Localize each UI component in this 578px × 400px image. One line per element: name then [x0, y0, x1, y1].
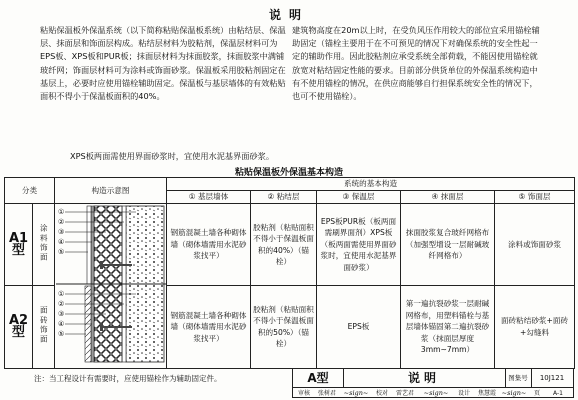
- xps-note: XPS板两面需使用界面砂浆时，宜使用水泥基界面砂浆。: [70, 151, 275, 161]
- atlas-number-value: 10J121: [539, 374, 565, 382]
- diagram-label-2: ②: [57, 218, 64, 226]
- diagram-label-1b: ①: [57, 290, 64, 298]
- intro-left-paragraph: 粘贴保温板外保温系统（以下简称粘贴保温板系统）由粘结层、保温层、抹面层和饰面层构成。粘结层材料为胶粘剂，保温层材料可为EPS板、XPS板和PUR板；抹面层材料为抹面胶浆，抹面胶浆中满铺玻纤网；饰面层材料可为涂料或饰面砂浆。保温板采用胶粘剂固定在基层上，必要时应使用锚栓辅助固定。保温板与基层墙体的有效粘贴面积不得小于保温板面积的40%。: [40, 25, 286, 102]
- col-head-base: ① 基层墙体: [167, 191, 251, 204]
- page-label: 页: [533, 390, 540, 397]
- col-head-facing: ⑤ 饰面层: [495, 191, 575, 204]
- col-head-insulation: ③ 保温层: [317, 191, 401, 204]
- table-title: 粘贴保温板外保温基本构造: [234, 168, 343, 178]
- construction-diagram: [55, 204, 167, 369]
- construction-table: [4, 177, 575, 369]
- row-finish-a1: 涂料饰面: [39, 223, 49, 263]
- a1-insulation: EPS板PUR板（板两面需刷界面剂）XPS板（板两面需使用界面砂浆时，宜使用水泥基界面砂浆）: [317, 204, 401, 286]
- atlas-number-label: 图集号: [505, 369, 532, 387]
- a2-facing: 面砖粘结砂浆+面砖+勾缝料: [495, 286, 575, 368]
- review-signature: ~sign~: [343, 389, 369, 397]
- page-number: A-1: [553, 390, 563, 397]
- a1-base: 钢筋混凝土墙各种砌体墙（砌体墙需用水泥砂浆找平）: [167, 204, 251, 286]
- a1-adhesive: 胶粘剂（粘贴面积不得小于保温板面积的40%）（锚栓）: [251, 204, 317, 286]
- diagram-label-4b: ④: [57, 320, 64, 328]
- a2-plaster: 第一遍抗裂砂浆一层耐碱网格布，用塑料锚栓与基层墙体锚固第二遍抗裂砂浆（抹面层厚度3mm~7mm）: [401, 286, 495, 368]
- diagram-label-3: ③: [57, 228, 64, 236]
- diagram-label-1: ①: [57, 208, 64, 216]
- a2-base: 钢筋混凝土墙各种砌体墙（砌体墙需用水泥砂浆找平）: [167, 286, 251, 368]
- diagram-label-5: ⑤: [57, 248, 64, 256]
- wall-section-diagram: [56, 204, 166, 364]
- page-title: 说明: [268, 8, 309, 22]
- check-name: 雷艺君: [395, 390, 414, 397]
- diagram-label-5b: ⑤: [57, 330, 64, 338]
- a1-facing: 涂料或饰面砂浆: [495, 204, 575, 286]
- title-block: [292, 368, 574, 398]
- a2-adhesive: 胶粘剂（粘贴面积不得小于保温板面积的50%）（锚栓）: [251, 286, 317, 368]
- col-head-plaster: ④ 抹面层: [401, 191, 495, 204]
- a1-plaster: 抹面胶浆复合玻纤网格布（加强型增设一层耐碱玻纤网格布）: [401, 204, 495, 286]
- check-signature: ~sign~: [423, 389, 449, 397]
- title-block-title: 说明: [343, 369, 506, 387]
- diagram-label-3b: ③: [57, 310, 64, 318]
- design-name: 焦慧霞: [477, 390, 496, 397]
- review-name: 张树君: [317, 390, 336, 397]
- header-diagram: 构造示意图: [55, 178, 167, 204]
- row-type-a1: A1型: [5, 204, 33, 286]
- col-head-adhesive: ② 粘结层: [251, 191, 317, 204]
- a2-insulation: EPS板: [317, 286, 401, 368]
- title-block-type: A型: [293, 369, 344, 387]
- diagram-label-2b: ②: [57, 300, 64, 308]
- intro-right-paragraph: 建筑物高度在20m以上时，在受负风压作用较大的部位宜采用锚栓辅助固定（锚栓主要用于在不可预见的情况下对确保系统的安全性起一定的辅助作用。因此胶粘剂应承受系统全部荷载，不能因使用锚栓就放宽对粘结固定性能的要求。目前部分供货单位的外保温系统构造中有不使用锚栓的情况，在供应商能够自行担保系统安全性的情况下，也可不使用锚栓）。: [292, 25, 540, 102]
- signature-row: [293, 387, 573, 399]
- review-label: 审核: [297, 390, 310, 397]
- header-system: 系统的基本构造: [167, 178, 575, 191]
- row-type-a2: A2型: [5, 286, 33, 368]
- footnote: 注：当工程设计有需要时，应使用锚栓作为辅助固定件。: [34, 374, 222, 383]
- check-label: 校对: [375, 390, 388, 397]
- header-type: 分类: [5, 178, 55, 204]
- design-signature: ~sign~: [501, 389, 527, 397]
- row-finish-a2: 面砖饰面: [39, 305, 49, 345]
- design-label: 设计: [457, 390, 470, 397]
- diagram-label-4: ④: [57, 238, 64, 246]
